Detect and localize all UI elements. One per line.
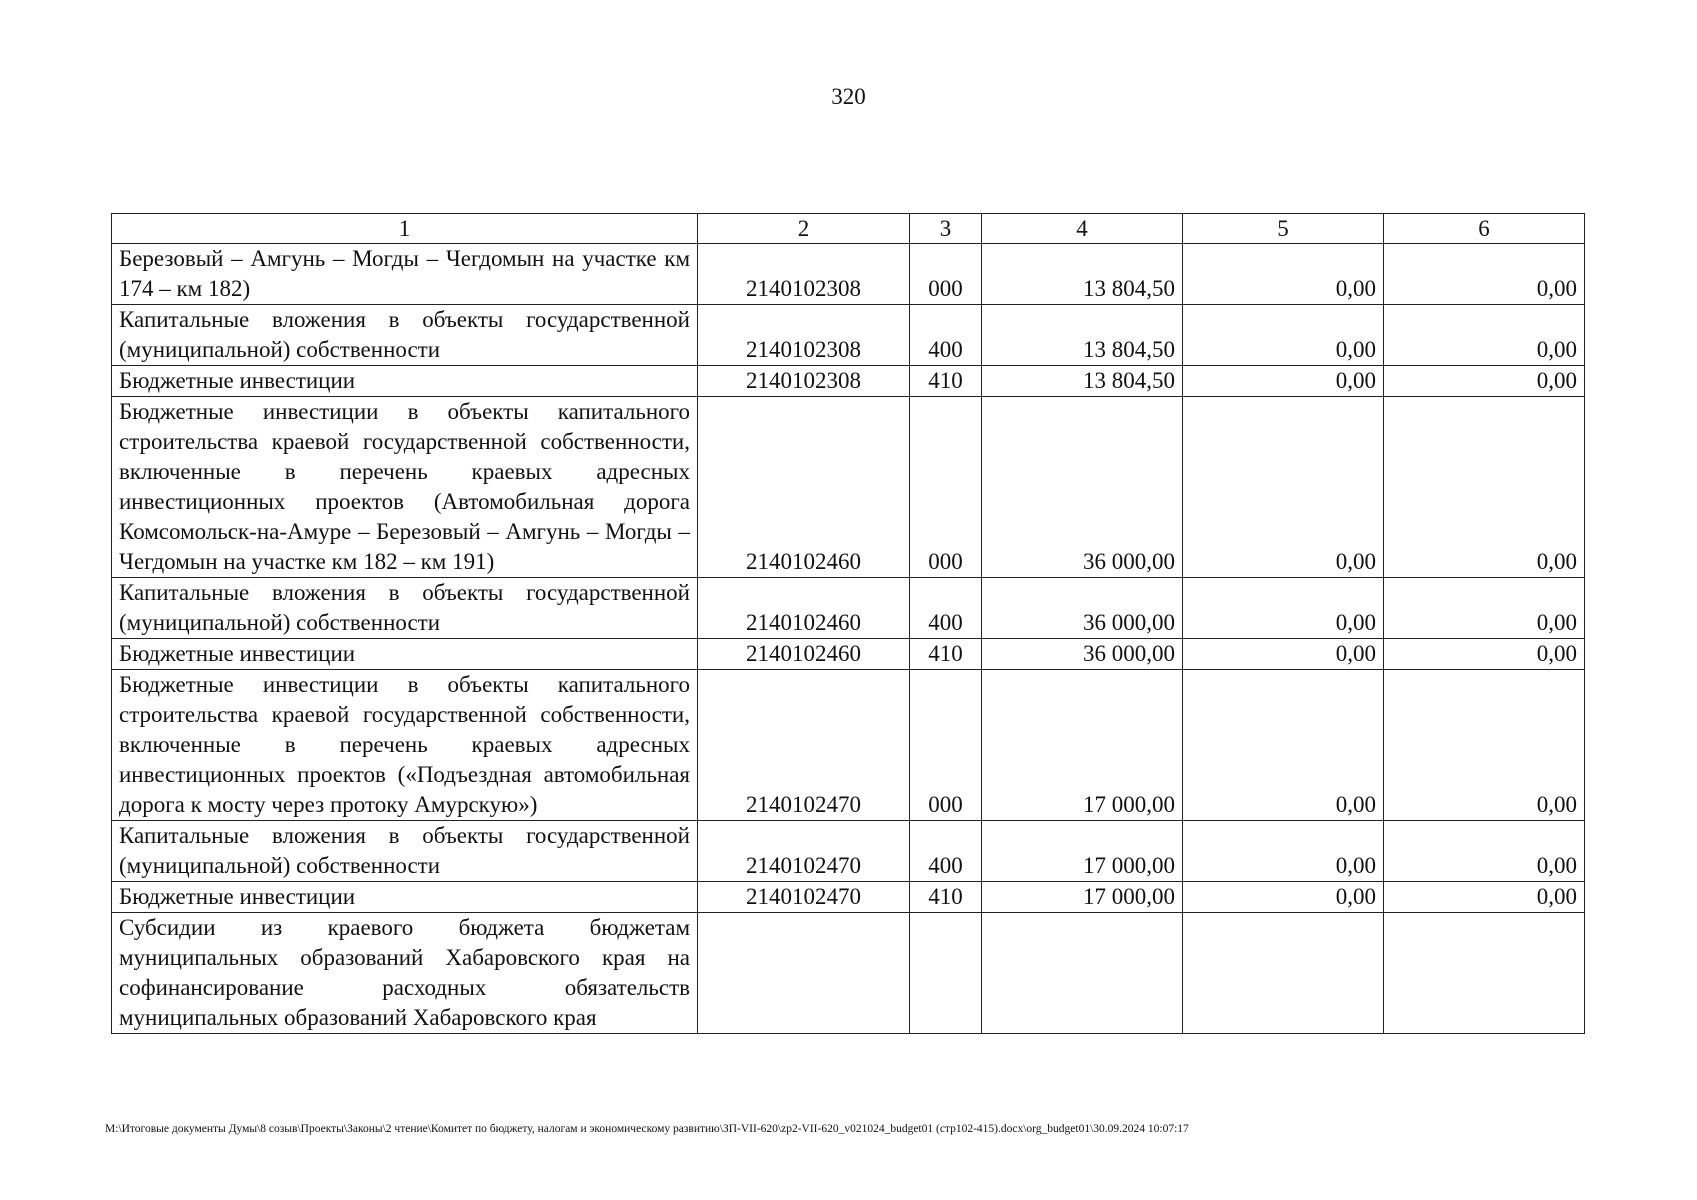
row-col4-cell: 36 000,00 <box>982 397 1183 578</box>
row-col5-cell: 0,00 <box>1183 366 1384 397</box>
row-code-cell: 2140102460 <box>698 578 910 639</box>
row-type-cell: 400 <box>910 821 982 882</box>
row-col4-cell: 17 000,00 <box>982 670 1183 821</box>
table-row <box>112 397 1585 578</box>
row-code-cell: 2140102470 <box>698 670 910 821</box>
column-header: 6 <box>1384 214 1585 244</box>
row-col4-cell: 13 804,50 <box>982 366 1183 397</box>
row-col6-cell: 0,00 <box>1384 578 1585 639</box>
row-col4-cell: 17 000,00 <box>982 882 1183 913</box>
column-header: 1 <box>112 214 698 244</box>
row-name-cell: Капитальные вложения в объекты государственной (муниципальной) собственности <box>112 305 698 366</box>
row-col4-cell: 36 000,00 <box>982 578 1183 639</box>
row-col6-cell: 0,00 <box>1384 244 1585 305</box>
table-row <box>112 639 1585 670</box>
row-code-cell: 2140102460 <box>698 397 910 578</box>
row-col5-cell: 0,00 <box>1183 882 1384 913</box>
row-code-cell <box>698 913 910 1034</box>
row-name-cell: Бюджетные инвестиции <box>112 639 698 670</box>
row-col6-cell: 0,00 <box>1384 305 1585 366</box>
row-col6-cell <box>1384 913 1585 1034</box>
row-col4-cell <box>982 913 1183 1034</box>
row-code-cell: 2140102308 <box>698 305 910 366</box>
row-col4-cell: 17 000,00 <box>982 821 1183 882</box>
row-col6-cell: 0,00 <box>1384 882 1585 913</box>
row-col5-cell: 0,00 <box>1183 670 1384 821</box>
row-col6-cell: 0,00 <box>1384 397 1585 578</box>
row-col5-cell: 0,00 <box>1183 244 1384 305</box>
row-type-cell: 000 <box>910 670 982 821</box>
row-col4-cell: 13 804,50 <box>982 305 1183 366</box>
column-header: 3 <box>910 214 982 244</box>
row-col4-cell: 36 000,00 <box>982 639 1183 670</box>
budget-table <box>111 213 1585 1034</box>
table-row <box>112 305 1585 366</box>
row-code-cell: 2140102470 <box>698 882 910 913</box>
row-type-cell: 410 <box>910 882 982 913</box>
row-type-cell: 410 <box>910 639 982 670</box>
row-type-cell: 000 <box>910 397 982 578</box>
table-row <box>112 913 1585 1034</box>
row-name-cell: Бюджетные инвестиции <box>112 366 698 397</box>
row-name-cell: Капитальные вложения в объекты государственной (муниципальной) собственности <box>112 821 698 882</box>
column-header: 5 <box>1183 214 1384 244</box>
row-code-cell: 2140102460 <box>698 639 910 670</box>
row-name-cell: Субсидии из краевого бюджета бюджетам муниципальных образований Хабаровского края на софинансирование расходных обязательств муниципальных образований Хабаровского края <box>112 913 698 1034</box>
row-type-cell: 410 <box>910 366 982 397</box>
row-col5-cell <box>1183 913 1384 1034</box>
row-type-cell: 400 <box>910 305 982 366</box>
row-col5-cell: 0,00 <box>1183 578 1384 639</box>
table-row <box>112 670 1585 821</box>
row-type-cell: 400 <box>910 578 982 639</box>
row-col6-cell: 0,00 <box>1384 670 1585 821</box>
row-col5-cell: 0,00 <box>1183 639 1384 670</box>
row-name-cell: Бюджетные инвестиции в объекты капитального строительства краевой государственной собственности, включенные в перечень краевых адресных инвестиционных проектов (Автомобильная дорога Комсомольск-на-Амуре – Березовый – Амгунь – Могды – Чегдомын на участке км 182 – км 191) <box>112 397 698 578</box>
table-row <box>112 578 1585 639</box>
row-code-cell: 2140102308 <box>698 366 910 397</box>
row-name-cell: Бюджетные инвестиции <box>112 882 698 913</box>
row-col6-cell: 0,00 <box>1384 366 1585 397</box>
table-row <box>112 366 1585 397</box>
row-col6-cell: 0,00 <box>1384 639 1585 670</box>
row-col5-cell: 0,00 <box>1183 305 1384 366</box>
row-col5-cell: 0,00 <box>1183 397 1384 578</box>
row-name-cell: Березовый – Амгунь – Могды – Чегдомын на участке км 174 – км 182) <box>112 244 698 305</box>
row-name-cell: Капитальные вложения в объекты государственной (муниципальной) собственности <box>112 578 698 639</box>
row-type-cell <box>910 913 982 1034</box>
row-type-cell: 000 <box>910 244 982 305</box>
table-row <box>112 244 1585 305</box>
column-header: 4 <box>982 214 1183 244</box>
row-code-cell: 2140102308 <box>698 244 910 305</box>
page-number: 320 <box>831 84 866 109</box>
row-code-cell: 2140102470 <box>698 821 910 882</box>
table-row <box>112 882 1585 913</box>
footer-file-path: M:\Итоговые документы Думы\8 созыв\Проекты\Законы\2 чтение\Комитет по бюджету, налогам и экономическому развитию\ЗП-VII-620\zp2-VII-620_v021024_budget01 (стр102-415).docx\org_budget01\30.09.2024 10:07:17 <box>105 1123 1189 1135</box>
column-header: 2 <box>698 214 910 244</box>
table-row <box>112 821 1585 882</box>
row-col6-cell: 0,00 <box>1384 821 1585 882</box>
row-name-cell: Бюджетные инвестиции в объекты капитального строительства краевой государственной собственности, включенные в перечень краевых адресных инвестиционных проектов («Подъездная автомобильная дорога к мосту через протоку Амурскую») <box>112 670 698 821</box>
table-header-row <box>112 214 1585 244</box>
row-col4-cell: 13 804,50 <box>982 244 1183 305</box>
row-col5-cell: 0,00 <box>1183 821 1384 882</box>
